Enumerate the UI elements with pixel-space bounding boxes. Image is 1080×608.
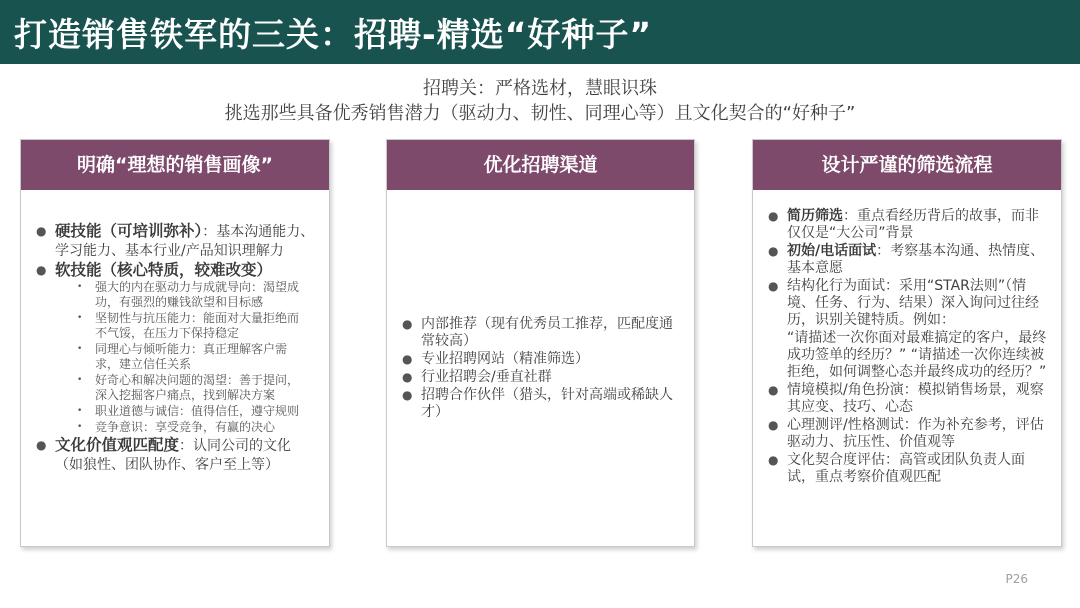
screening-text: 情境模拟/角色扮演：模拟销售场景，观察其应变、技巧、心态 <box>787 382 1044 415</box>
page-title: 打造销售铁军的三关：招聘-精选“好种子” <box>14 15 653 54</box>
bullet-icon: ● <box>768 383 779 397</box>
soft-skill-subitem <box>35 311 317 341</box>
screening-item <box>767 452 1049 486</box>
channel-text: 行业招聘会/垂直社群 <box>421 369 552 385</box>
resume-screening-label: 简历筛选 <box>787 208 843 224</box>
soft-skill-subitem <box>35 280 317 310</box>
bullet-icon: ● <box>402 352 413 366</box>
subtitle-line-2: 挑选那些具备优秀销售潜力（驱动力、韧性、同理心等）且文化契合的“好种子” <box>224 103 856 124</box>
soft-skill-text: 强大的内在驱动力与成就导向：渴望成功，有强烈的赚钱欲望和目标感 <box>95 280 300 309</box>
bullet-icon: ● <box>36 263 47 277</box>
sub-bullet-icon: • <box>77 422 83 432</box>
ideal-sales-profile-panel <box>20 139 330 547</box>
channel-item <box>401 316 682 350</box>
soft-skill-text: 好奇心和解决问题的渴望：善于提问，深入挖掘客户痛点，找到解决方案 <box>95 373 300 402</box>
panel-content <box>35 222 317 475</box>
soft-skill-text: 竞争意识：享受竞争，有赢的决心 <box>95 420 276 434</box>
bullet-icon: ● <box>402 317 413 331</box>
channel-text: 招聘合作伙伴（猎头，针对高端或稀缺人才） <box>421 387 673 420</box>
sub-bullet-icon: • <box>77 406 83 416</box>
panel-content <box>401 316 682 422</box>
bullet-icon: ● <box>402 388 413 402</box>
channel-item <box>401 387 682 421</box>
resume-screening-item <box>767 208 1049 242</box>
behavioral-interview-text: 结构化行为面试：采用“STAR法则”（情境、任务、行为、结果）深入询问过往经历，识别关键特质。例如： <box>787 278 1039 328</box>
culture-fit-item <box>35 436 317 474</box>
channel-item <box>401 369 682 386</box>
bullet-icon: ● <box>36 438 47 452</box>
bullet-icon: ● <box>36 224 47 238</box>
sub-bullet-icon: • <box>77 282 83 292</box>
hard-skills-text: ：基本沟通能力、学习能力、基本行业/产品知识理解力 <box>55 224 315 259</box>
bullet-icon: ● <box>768 453 779 467</box>
subtitle-line-1: 招聘关：严格选材，慧眼识珠 <box>423 78 657 99</box>
channel-text: 内部推荐（现有优秀员工推荐，匹配度通常较高） <box>421 316 673 349</box>
behavioral-interview-examples: “请描述一次你面对最难搞定的客户，最终成功签单的经历？” “请描述一次你连续被拒绝，如何调整心态并最终成功的经历？” <box>787 330 1047 380</box>
initial-interview-label: 初始/电话面试 <box>787 243 877 259</box>
panel-header: 明确“理想的销售画像” <box>21 140 329 190</box>
culture-fit-label: 文化价值观匹配度 <box>55 436 180 454</box>
bullet-icon: ● <box>768 209 779 223</box>
screening-text: 心理测评/性格测试：作为补充参考，评估驱动力、抗压性、价值观等 <box>787 417 1044 450</box>
soft-skill-text: 职业道德与诚信：值得信任，遵守规则 <box>95 404 300 418</box>
panel-content <box>767 208 1049 487</box>
initial-interview-text: ：考察基本沟通、热情度、基本意愿 <box>787 243 1045 276</box>
bullet-icon: ● <box>768 279 779 293</box>
soft-skill-subitem <box>35 404 317 419</box>
behavioral-interview-item <box>767 278 1049 329</box>
culture-fit-text: ：认同公司的文化（如狼性、团队协作、客户至上等） <box>55 438 292 473</box>
screening-item <box>767 382 1049 416</box>
sub-bullet-icon: • <box>77 375 83 385</box>
title-bar <box>0 0 1080 64</box>
soft-skill-text: 同理心与倾听能力：真正理解客户需求，建立信任关系 <box>95 342 288 371</box>
panel-header: 设计严谨的筛选流程 <box>753 140 1061 190</box>
channel-text: 专业招聘网站（精准筛选） <box>421 351 589 367</box>
bullet-icon: ● <box>402 370 413 384</box>
soft-skill-subitem <box>35 373 317 403</box>
sub-bullet-icon: • <box>77 344 83 354</box>
initial-interview-item <box>767 243 1049 277</box>
bullet-icon: ● <box>768 244 779 258</box>
sub-bullet-icon: • <box>77 313 83 323</box>
recruiting-channels-panel <box>386 139 695 547</box>
screening-item <box>767 417 1049 451</box>
screening-text: 文化契合度评估：高管或团队负责人面试，重点考察价值观匹配 <box>787 452 1025 485</box>
bullet-icon: ● <box>768 418 779 432</box>
resume-screening-text: ：重点看经历背后的故事，而非仅仅是“大公司”背景 <box>787 208 1039 241</box>
channel-item <box>401 351 682 368</box>
soft-skill-subitem <box>35 342 317 372</box>
hard-skills-label: 硬技能（可培训弥补） <box>55 222 203 240</box>
soft-skills-label: 软技能（核心特质，较难改变） <box>55 261 273 279</box>
page-number: P26 <box>1005 572 1028 586</box>
soft-skills-item <box>35 261 317 279</box>
hard-skills-item <box>35 222 317 260</box>
panel-header: 优化招聘渠道 <box>387 140 694 190</box>
soft-skill-text: 坚韧性与抗压能力：能面对大量拒绝而不气馁，在压力下保持稳定 <box>95 311 300 340</box>
screening-process-panel <box>752 139 1062 547</box>
soft-skill-subitem <box>35 420 317 435</box>
